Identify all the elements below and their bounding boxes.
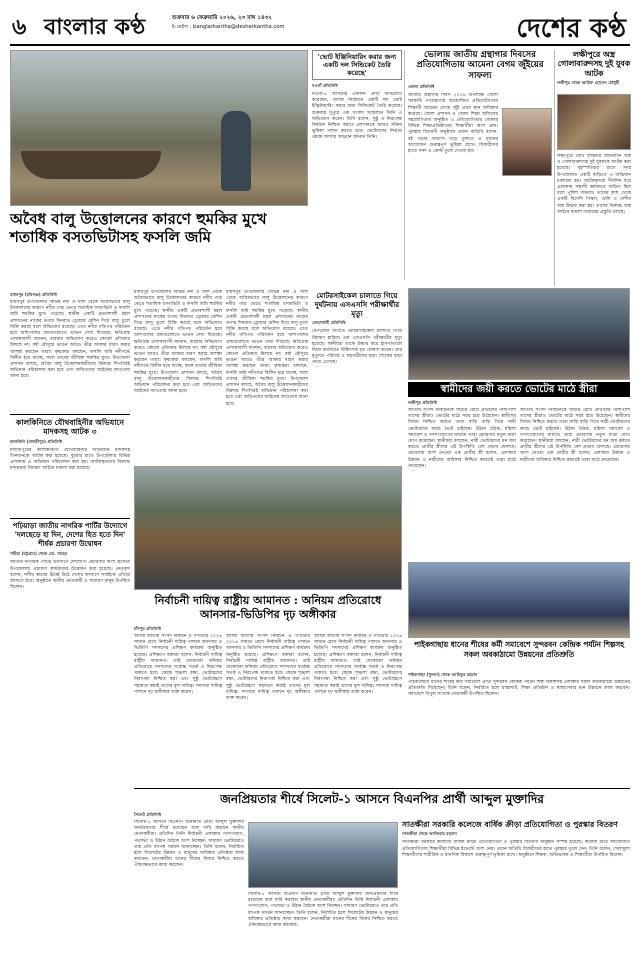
- women-body: জাতীয় সংসদ নির্বাচনকে সামনে রেখে প্রার্থীদের পাশাপাশি তাদের স্ত্রীরাও ভোটের মাঠে সরব হয়ে উঠেছেন। স্বামীদের বিজয় নিশ্চিত করতে তারা বাড়ি বাড়ি গিয়ে নারী ভোটারদের কাছে ভোট চাইছেন। উঠান বৈঠক, মহিলা সমাবেশ ও গণসংযোগের মাধ্যমে তারা প্রচারণায় নতুন মাত্রা যোগ করেছেন। স্থানীয়রা বলছেন, নারী ভোটারদের মন জয় করতে প্রার্থীর স্ত্রীদের এই উপস্থিতি বেশ প্রভাব ফেলছে। প্রচারণায় অংশ নেওয়া এক প্রার্থীর স্ত্রী বলেন, এলাকার উন্নয়ন ও নারীদের অধিকার নিশ্চিত করতেই তারা মাঠে নেমেছেন।: [408, 408, 516, 469]
- satkhira-headline: সাতক্ষীরা সরকারি কলেজে বার্ষিক ক্রীড়া প্রতিযোগিতা ও পুরস্কার বিতরণ: [402, 820, 618, 829]
- sylhet-rally-photo: [248, 822, 398, 888]
- quote-headline: 'ভোট ইঞ্জিনিয়ারিং করার জন্য একটি দল সিন্ডিকেট তৈরি করেছে': [312, 50, 402, 80]
- debate-byline: ভোলা প্রতিনিধি: [408, 84, 435, 90]
- paikgacha-rally-photo: [408, 562, 630, 638]
- section-title: দেশের কণ্ঠ: [516, 14, 626, 44]
- paikgacha-body: পাইকগাছায় ধানের শীষের কর্মী সমাবেশে প্রার্থী সুন্দরবন কেন্দ্রিক পর্যটন শিল্প বিকাশসহ এলাকার সকল অবকাঠামো উন্নয়নের প্রতিশ্রুতি দিয়েছেন। তিনি বলেন, নির্বাচিত হলে রাস্তাঘাট, শিক্ষা প্রতিষ্ঠান ও স্বাস্থ্যসেবার মান উন্নয়নে কাজ করবেন। সমাবেশে বিপুল সংখ্যক নেতাকর্মী উপস্থিত ছিলেন।: [408, 680, 630, 698]
- motorcycle-story: [312, 292, 402, 462]
- email-line: ই-মেইল : banglarkantha@desherkantha.com: [172, 24, 285, 30]
- arms-body: লক্ষীপুরে যৌথ বাহিনীর অভিযানে অস্ত্র ও গোলাবারুদসহ দুই যুবককে আটক করা হয়েছে। বৃহস্পতিবার রাতে সদর উপজেলার একটি বাড়িতে এ অভিযান চালানো হয়। আটককৃতরা দীর্ঘদিন ধরে এলাকায় সন্ত্রাসী কর্মকাণ্ডে জড়িত ছিল বলে পুলিশ জানায়। তাদের কাছ থেকে একটি বিদেশি পিস্তল, গুলি ও দেশীয় অস্ত্র উদ্ধার করা হয়। তাদের বিরুদ্ধে অস্ত্র আইনে মামলা দায়েরের প্রস্তুতি চলছে।: [557, 154, 631, 215]
- bottom-rule: [134, 788, 630, 789]
- ansar-parade-photo: [134, 466, 402, 590]
- citizen-body: জাতীয় নাগরিক পার্টির উদ্যোগে দেশব্যাপী প্রচারণার অংশ হিসেবে উপজেলায় প্রচারণা কার্যক্রমের উদ্বোধন করা হয়েছে। নেতৃবৃন্দ বলেন, দলীয় স্বার্থের ঊর্ধ্বে উঠে দেশের কল্যাণে সবাইকে এগিয়ে আসতে হবে। অনুষ্ঠানে স্থানীয় নেতাকর্মী ও সাধারণ মানুষ উপস্থিত ছিলেন।: [10, 560, 130, 591]
- joint-forces-headline: কালকিনিতে যৌথবাহিনীর অভিযানে মাদকসহ আটক ৩: [16, 418, 124, 437]
- arms-story: [557, 50, 631, 286]
- satkhira-byline: সাতক্ষীরা থেকে আজিবার রহমান: [402, 831, 457, 837]
- satkhira-college-story: [402, 820, 630, 965]
- debate-story: [408, 50, 552, 286]
- women-byline: লক্ষীপুর প্রতিনিধি: [408, 400, 438, 405]
- joint-forces-byline: কালকিনি (মাদারীপুর) প্রতিনিধি: [10, 438, 63, 444]
- portrait-photo: [502, 108, 552, 176]
- person-shape: [221, 111, 251, 191]
- citizen-byline: পটিয়া (চট্টগ্রাম) থেকে মো. সাহেব: [10, 551, 68, 557]
- sand-lifting-photo: [10, 50, 308, 206]
- col-rule: [554, 50, 555, 286]
- main-body-col2: মাধবপুর উপজেলার বিভিন্ন নদী ও খাল থেকে অবৈধভাবে বালু উত্তোলনের কারণে নদীর পাড় ভেঙে শতাধিক বসতভিটা ও ফসলি জমি হুমকির মুখে পড়েছে। স্থানীয় একটি প্রভাবশালী মহল প্রশাসনের নাকের ডগায় দিনরাত ড্রেজার মেশিন দিয়ে বালু তুলে বিক্রি করছে বলে অভিযোগ রয়েছে। এতে নদীর গতিপথ পরিবর্তন হয়ে আশপাশের গ্রামগুলোতে ভাঙন দেখা দিয়েছে। ক্ষতিগ্রস্ত এলাকাবাসী জানান, বারবার অভিযোগ করেও কোনো প্রতিকার মিলছে না। বর্ষা মৌসুমে ভাঙন আরও তীব্র আকার ধারণ করার আশঙ্কা করছেন তারা। কৃষকেরা বলছেন, ফসলি জমি নদীগর্ভে বিলীন হয়ে যাচ্ছে, ফলে তাদের জীবিকা হুমকির মুখে। উপজেলা প্রশাসন বলছে, অবৈধ বালু উত্তোলনকারীদের বিরুদ্ধে শিগগিরই অভিযান পরিচালনা করা হবে এবং জড়িতদের আইনের আওতায় আনা হবে।: [134, 290, 222, 395]
- main-body: মাধবপুর উপজেলার বিভিন্ন নদী ও খাল থেকে অবৈধভাবে বালু উত্তোলনের কারণে নদীর পাড় ভেঙে শতাধিক বসতভিটা ও ফসলি জমি হুমকির মুখে পড়েছে। স্থানীয় একটি প্রভাবশালী মহল প্রশাসনের নাকের ডগায় দিনরাত ড্রেজার মেশিন দিয়ে বালু তুলে বিক্রি করছে বলে অভিযোগ রয়েছে। এতে নদীর গতিপথ পরিবর্তন হয়ে আশপাশের গ্রামগুলোতে ভাঙন দেখা দিয়েছে। ক্ষতিগ্রস্ত এলাকাবাসী জানান, বারবার অভিযোগ করেও কোনো প্রতিকার মিলছে না। বর্ষা মৌসুমে ভাঙন আরও তীব্র আকার ধারণ করার আশঙ্কা করছেন তারা। কৃষকেরা বলছেন, ফসলি জমি নদীগর্ভে বিলীন হয়ে যাচ্ছে, ফলে তাদের জীবিকা হুমকির মুখে। উপজেলা প্রশাসন বলছে, অবৈধ বালু উত্তোলনকারীদের বিরুদ্ধে শিগগিরই অভিযান পরিচালনা করা হবে এবং জড়িতদের আইনের আওতায় আনা হবে।: [10, 300, 130, 380]
- ansar-byline: চাঁদপুর প্রতিনিধি: [134, 626, 161, 631]
- ansar-headline: নির্বাচনী দায়িত্ব রাষ্ট্রীয় আমানত : অনিয়ম প্রতিরোধে আনসার-ভিডিপির দৃঢ় অঙ্গীকার: [154, 594, 382, 621]
- boat-shape: [21, 151, 161, 179]
- satkhira-body: সাতক্ষীরা সরকারি কলেজে বার্ষিক ক্রীড়া প্রতিযোগিতা ও পুরস্কার বিতরণী অনুষ্ঠান সম্পন্ন হয়েছে। কলেজ মাঠে আয়োজিত প্রতিযোগিতায় শিক্ষার্থীরা বিভিন্ন ইভেন্টে অংশ নেয়। প্রধান অতিথি বিজয়ীদের হাতে পুরস্কার তুলে দেন। তিনি বলেন, খেলাধুলা শিক্ষার্থীদের শারীরিক ও মানসিক বিকাশে গুরুত্বপূর্ণ ভূমিকা রাখে। অনুষ্ঠানে শিক্ষক, অভিভাবক ও শিক্ষার্থীরা উপস্থিত ছিলেন।: [402, 840, 630, 858]
- citizen-headline: পঢ়িয়াড়া জাতীয় নাগরিক পার্টির উদ্যোগে 'দলছেড়ে হা দিন, দেশের হিত হতে দিন' শীর্ষক প্রচারণা উদ্বোধন: [12, 521, 128, 548]
- women-body-col2: জাতীয় সংসদ নির্বাচনকে সামনে রেখে প্রার্থীদের পাশাপাশি তাদের স্ত্রীরাও ভোটের মাঠে সরব হয়ে উঠেছেন। স্বামীদের বিজয় নিশ্চিত করতে তারা বাড়ি বাড়ি গিয়ে নারী ভোটারদের কাছে ভোট চাইছেন। উঠান বৈঠক, মহিলা সমাবেশ ও গণসংযোগের মাধ্যমে তারা প্রচারণায় নতুন মাত্রা যোগ করেছেন। স্থানীয়রা বলছেন, নারী ভোটারদের মন জয় করতে প্রার্থীর স্ত্রীদের এই উপস্থিতি বেশ প্রভাব ফেলছে। প্রচারণায় অংশ নেওয়া এক প্রার্থীর স্ত্রী বলেন, এলাকার উন্নয়ন ও নারীদের অধিকার নিশ্চিত করতেই তারা মাঠে নেমেছেন।: [520, 408, 630, 463]
- ansar-body-col2: আসন্ন জাতীয় সংসদ নির্বাচন ও গণভোট ২০২৬ সামনে রেখে নির্বাচনী দায়িত্ব পালনে আনসার ও ভিডিপি সদস্যদের প্রশিক্ষণ কার্যক্রম অনুষ্ঠিত হয়েছে। প্রশিক্ষণে বক্তারা বলেন, নির্বাচনী দায়িত্ব রাষ্ট্রীয় আমানত। তাই যেকোনো অনিয়ম প্রতিরোধে সদস্যদের সর্বোচ্চ সতর্ক ও নিরপেক্ষ থাকতে হবে। কেন্দ্রে শৃঙ্খলা রক্ষা, ভোটারদের নিরাপত্তা নিশ্চিত করা এবং সুষ্ঠু ভোটগ্রহণে সহায়তা করাই তাদের মূল দায়িত্ব। সদস্যরা দায়িত্ব পালনে দৃঢ় অঙ্গীকার ব্যক্ত করেন।: [226, 634, 310, 702]
- masthead-rule: [10, 44, 630, 46]
- arms-byline: লক্ষীপুর থেকে আরিফ হোসেন চৌধুরী: [557, 80, 620, 86]
- bottom-body-col2: সিলেট-১ আসনে বিএনপি মনোনীত প্রার্থী আব্দুল মুক্তাদির জনপ্রিয়তার শীর্ষে রয়েছেন বলে দাবি করছেন স্থানীয় নেতাকর্মীরা। প্রতিদিন তিনি নির্বাচনী এলাকায় গণসংযোগ, পথসভা ও উঠান বৈঠকে অংশ নিচ্ছেন। সাধারণ ভোটাররাও তার প্রতি ব্যাপক সমর্থন জানাচ্ছেন। তিনি বলেন, নির্বাচিত হলে সিলেটের উন্নয়ন ও মানুষের অধিকার প্রতিষ্ঠায় কাজ করবেন। নেতাকর্মীরা ধানের শীষের বিজয় নিশ্চিত করতে ঐক্যবদ্ধভাবে কাজ করছেন।: [248, 892, 398, 929]
- women-headline: স্বামীদের জয়ী করতে ভোটের মাঠে স্ত্রীরা: [408, 382, 630, 397]
- date-line: শুক্রবার ৬ ফেব্রুয়ারি ২০২৬, ২৩ মাঘ ১৪৩২: [172, 15, 272, 21]
- debate-body: জাতীয় গ্রন্থাগার দিবস ২০২৬ উপলক্ষে জেলা সরকারি গণগ্রন্থাগার আয়োজিত প্রতিযোগিতায় শিক্ষার্থী আমেনা বেগম জুঁই প্রথম স্থান অধিকার করেছে। জেলা প্রশাসন ও জেলা শিক্ষা অফিসের সহযোগিতায় অনুষ্ঠিত এ প্রতিযোগিতায় জেলার বিভিন্ন শিক্ষাপ্রতিষ্ঠানের শিক্ষার্থীরা অংশ নেয়। পুরস্কার বিতরণী অনুষ্ঠানে প্রধান অতিথি বলেন, বই পড়ার অভ্যাস গড়ে তুলতে এ ধরনের আয়োজন গুরুত্বপূর্ণ ভূমিকা রাখে। বিজয়ীদের হাতে সনদ ও ক্রেস্ট তুলে দেওয়া হয়।: [408, 93, 498, 155]
- paper-name: বাংলার কণ্ঠ: [44, 14, 146, 40]
- main-byline: মাধবপুর (হবিগঞ্জ) প্রতিনিধি: [10, 292, 57, 297]
- citizen-story: [10, 518, 130, 968]
- bottom-headline: জনপ্রিয়তার শীর্ষে সিলেট-১ আসনে বিএনপির প্রার্থী আব্দুল মুক্তাদির: [220, 792, 544, 806]
- arms-photo: [557, 94, 631, 150]
- arms-headline: লক্ষীপুরে অস্ত্র গোলাবারুদসহ দুই যুবক আটক: [557, 50, 631, 78]
- joint-forces-story: [10, 414, 130, 514]
- page-number: ৬: [12, 14, 27, 40]
- motorcycle-byline: নোয়াখালী প্রতিনিধি: [312, 320, 346, 326]
- quote-body: নওগাঁ-৫ আসনের একজন প্রার্থী অভিযোগ করেছেন, আসন্ন নির্বাচনে একটি দল ভোট ইঞ্জিনিয়ারিং করার জন্য সিন্ডিকেট তৈরি করেছে। শুক্রবার দুপুরে এক সংবাদ সম্মেলনে তিনি এ অভিযোগ করেন। তিনি বলেন, সুষ্ঠু ও নিরপেক্ষ নির্বাচন নিশ্চিত করতে প্রশাসনকে আরও সক্রিয় ভূমিকা পালন করতে হবে। ভোটারদের নির্ভয়ে কেন্দ্রে আসার আহ্বান জানান তিনি।: [312, 92, 402, 141]
- motorcycle-headline: মোটরসাইকেল চালাতে গিয়ে দুর্ঘটনায় এসএসসি পরীক্ষার্থীর মৃত্যু: [314, 291, 400, 318]
- motorcycle-body: বেপরোয়া গতিতে মোটরসাইকেল চালাতে গিয়ে নিয়ন্ত্রণ হারিয়ে এক এসএসসি পরীক্ষার্থীর মৃত্যু হয়েছে। স্থানীয়রা তাকে উদ্ধার করে হাসপাতালে নিলে কর্তব্যরত চিকিৎসক মৃত ঘোষণা করেন। তার মৃত্যুতে পরিবার ও সহপাঠীদের মধ্যে শোকের ছায়া নেমে এসেছে।: [312, 329, 402, 366]
- joint-forces-body: মাদারীপুরের কালকিনিতে যৌথবাহিনীর অভিযানে মাদকসহ তিনজনকে আটক করা হয়েছে। বুধবার রাতে উপজেলার বিভিন্ন এলাকায় এ অভিযান পরিচালনা করা হয়। আটককৃতদের বিরুদ্ধে মাদকদ্রব্য নিয়ন্ত্রণ আইনে মামলা করা হয়েছে।: [10, 447, 130, 472]
- main-body-col3: মাধবপুর উপজেলার বিভিন্ন নদী ও খাল থেকে অবৈধভাবে বালু উত্তোলনের কারণে নদীর পাড় ভেঙে শতাধিক বসতভিটা ও ফসলি জমি হুমকির মুখে পড়েছে। স্থানীয় একটি প্রভাবশালী মহল প্রশাসনের নাকের ডগায় দিনরাত ড্রেজার মেশিন দিয়ে বালু তুলে বিক্রি করছে বলে অভিযোগ রয়েছে। এতে নদীর গতিপথ পরিবর্তন হয়ে আশপাশের গ্রামগুলোতে ভাঙন দেখা দিয়েছে। ক্ষতিগ্রস্ত এলাকাবাসী জানান, বারবার অভিযোগ করেও কোনো প্রতিকার মিলছে না। বর্ষা মৌসুমে ভাঙন আরও তীব্র আকার ধারণ করার আশঙ্কা করছেন তারা। কৃষকেরা বলছেন, ফসলি জমি নদীগর্ভে বিলীন হয়ে যাচ্ছে, ফলে তাদের জীবিকা হুমকির মুখে। উপজেলা প্রশাসন বলছে, অবৈধ বালু উত্তোলনকারীদের বিরুদ্ধে শিগগিরই অভিযান পরিচালনা করা হবে এবং জড়িতদের আইনের আওতায় আনা হবে।: [226, 290, 308, 407]
- bottom-byline: সিলেট প্রতিনিধি: [134, 812, 162, 817]
- women-rally-photo: [408, 288, 630, 380]
- bottom-body: সিলেট-১ আসনে বিএনপি মনোনীত প্রার্থী আব্দুল মুক্তাদির জনপ্রিয়তার শীর্ষে রয়েছেন বলে দাবি করছেন স্থানীয় নেতাকর্মীরা। প্রতিদিন তিনি নির্বাচনী এলাকায় গণসংযোগ, পথসভা ও উঠান বৈঠকে অংশ নিচ্ছেন। সাধারণ ভোটাররাও তার প্রতি ব্যাপক সমর্থন জানাচ্ছেন। তিনি বলেন, নির্বাচিত হলে সিলেটের উন্নয়ন ও মানুষের অধিকার প্রতিষ্ঠায় কাজ করবেন। নেতাকর্মীরা ধানের শীষের বিজয় নিশ্চিত করতে ঐক্যবদ্ধভাবে কাজ করছেন।: [134, 820, 244, 869]
- col-rule: [404, 50, 405, 280]
- paikgacha-byline: পাইকগাছা (খুলনা) থেকে আরিফুর রহমান: [408, 672, 478, 677]
- masthead: [10, 8, 630, 44]
- paikgacha-headline: পাইকগাছায় ধানের শীষের কর্মী সমাবেশে সুন্দরবন কেন্দ্রিক পর্যটন শিল্পসহ সকল অবকাঠামো উন্নয়নের প্রতিশ্রুতি: [413, 640, 625, 659]
- main-headline: অবৈধ বালু উত্তোলনের কারণে হুমকির মুখে শতাধিক বসতভিটাসহ ফসলি জমি: [10, 210, 267, 246]
- debate-headline: ভোলায় জাতীয় গ্রন্থাগার দিবসের প্রতিযোগিতায় আমেনা বেগম জুঁইয়ের সাফল্য: [416, 50, 544, 81]
- quote-byline: নওগাঁ প্রতিনিধি: [312, 83, 338, 88]
- quote-story: [312, 50, 402, 280]
- ansar-body-col3: আসন্ন জাতীয় সংসদ নির্বাচন ও গণভোট ২০২৬ সামনে রেখে নির্বাচনী দায়িত্ব পালনে আনসার ও ভিডিপি সদস্যদের প্রশিক্ষণ কার্যক্রম অনুষ্ঠিত হয়েছে। প্রশিক্ষণে বক্তারা বলেন, নির্বাচনী দায়িত্ব রাষ্ট্রীয় আমানত। তাই যেকোনো অনিয়ম প্রতিরোধে সদস্যদের সর্বোচ্চ সতর্ক ও নিরপেক্ষ থাকতে হবে। কেন্দ্রে শৃঙ্খলা রক্ষা, ভোটারদের নিরাপত্তা নিশ্চিত করা এবং সুষ্ঠু ভোটগ্রহণে সহায়তা করাই তাদের মূল দায়িত্ব। সদস্যরা দায়িত্ব পালনে দৃঢ় অঙ্গীকার ব্যক্ত করেন।: [314, 634, 402, 695]
- ansar-body: আসন্ন জাতীয় সংসদ নির্বাচন ও গণভোট ২০২৬ সামনে রেখে নির্বাচনী দায়িত্ব পালনে আনসার ও ভিডিপি সদস্যদের প্রশিক্ষণ কার্যক্রম অনুষ্ঠিত হয়েছে। প্রশিক্ষণে বক্তারা বলেন, নির্বাচনী দায়িত্ব রাষ্ট্রীয় আমানত। তাই যেকোনো অনিয়ম প্রতিরোধে সদস্যদের সর্বোচ্চ সতর্ক ও নিরপেক্ষ থাকতে হবে। কেন্দ্রে শৃঙ্খলা রক্ষা, ভোটারদের নিরাপত্তা নিশ্চিত করা এবং সুষ্ঠু ভোটগ্রহণে সহায়তা করাই তাদের মূল দায়িত্ব। সদস্যরা দায়িত্ব পালনে দৃঢ় অঙ্গীকার ব্যক্ত করেন।: [134, 634, 222, 695]
